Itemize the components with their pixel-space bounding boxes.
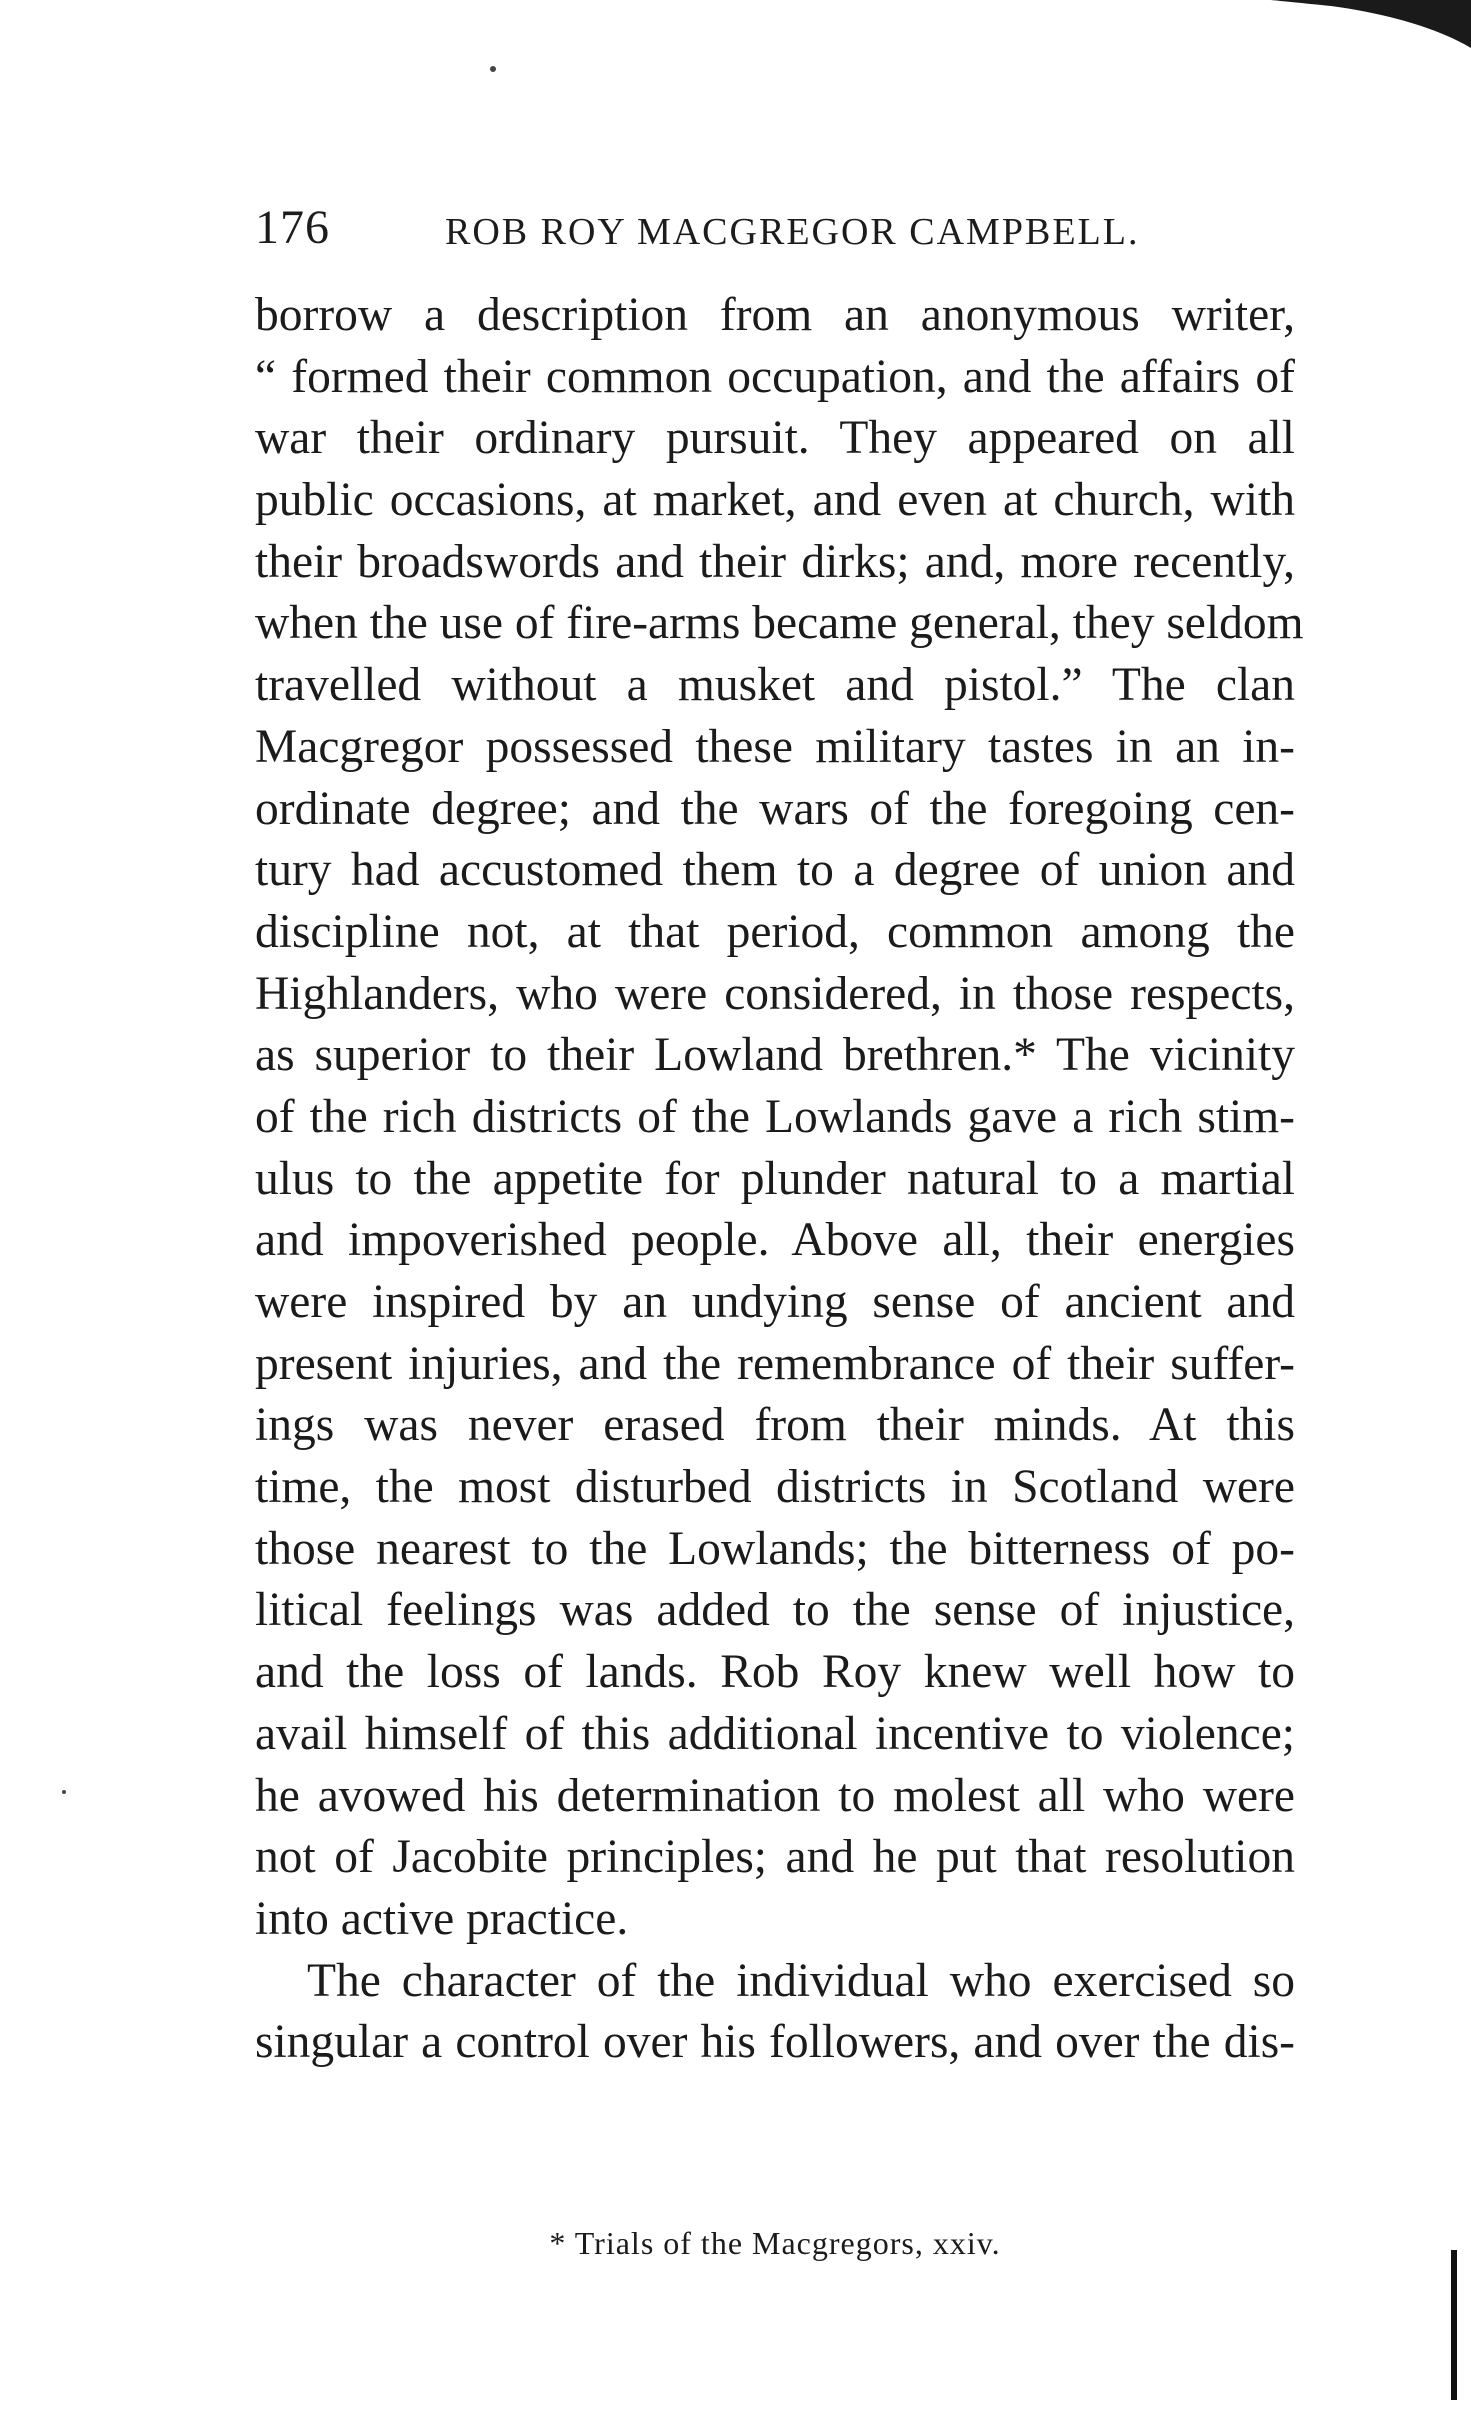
text-line: not of Jacobite principles; and he put that resolution	[255, 1831, 1295, 1884]
text-line: as superior to their Lowland brethren.* The vicinity	[255, 1029, 1295, 1082]
text-line: discipline not, at that period, common among the	[255, 905, 1295, 958]
text-line: present injuries, and the remembrance of their suffer-	[255, 1337, 1295, 1390]
text-line: and impoverished people. Above all, their energies	[255, 1214, 1295, 1267]
text-line: were inspired by an undying sense of ancient and	[255, 1276, 1295, 1328]
text-line: public occasions, at market, and even at church, with	[255, 474, 1295, 527]
text-line: and the loss of lands. Rob Roy knew well how to	[255, 1646, 1295, 1699]
text-line: litical feelings was added to the sense of injustice,	[255, 1584, 1295, 1637]
paragraph	[255, 285, 1304, 1951]
text-line: those nearest to the Lowlands; the bitterness of po-	[255, 1522, 1295, 1575]
text-line: The character of the individual who exercised so	[307, 1954, 1295, 2007]
running-title: ROB ROY MACGREGOR CAMPBELL.	[445, 211, 1140, 253]
text-line: borrow a description from an anonymous writer,	[255, 289, 1295, 341]
scan-edge-mark	[1451, 2250, 1457, 2400]
text-line: when the use of fire-arms became general, they seldom	[255, 597, 1304, 650]
text-line: of the rich districts of the Lowlands gave a rich stim-	[255, 1090, 1295, 1143]
text-line: ulus to the appetite for plunder natural to a martial	[255, 1152, 1295, 1205]
text-line: ordinate degree; and the wars of the foregoing cen-	[255, 782, 1295, 835]
scan-speck	[490, 66, 496, 72]
text-line: singular a control over his followers, and over the dis-	[255, 2016, 1295, 2069]
text-line: avail himself of this additional incentive to violence;	[255, 1707, 1295, 1760]
body-text	[255, 285, 1304, 2074]
text-line: ings was never erased from their minds. At this	[255, 1399, 1295, 1452]
text-line: into active practice.	[255, 1892, 629, 1945]
text-line: travelled without a musket and pistol.” The clan	[255, 659, 1295, 712]
running-head	[255, 190, 1275, 260]
text-line: he avowed his determination to molest all who were	[255, 1769, 1295, 1822]
text-line: war their ordinary pursuit. They appeared on all	[255, 412, 1295, 465]
text-line: “ formed their common occupation, and the affairs of	[255, 350, 1295, 403]
footnote: * Trials of the Macgregors, xxiv.	[549, 2225, 1001, 2261]
paragraph	[255, 1951, 1295, 2074]
scan-corner-smudge	[1271, 0, 1471, 48]
scan-speck	[62, 1790, 66, 1794]
text-line: their broadswords and their dirks; and, more recently,	[255, 535, 1295, 588]
text-line: time, the most disturbed districts in Scotland were	[255, 1461, 1295, 1514]
text-line: Highlanders, who were considered, in those respects,	[255, 967, 1295, 1020]
text-line: Macgregor possessed these military tastes in an in-	[255, 720, 1295, 773]
page-number: 176	[255, 201, 330, 254]
text-line: tury had accustomed them to a degree of union and	[255, 844, 1295, 897]
